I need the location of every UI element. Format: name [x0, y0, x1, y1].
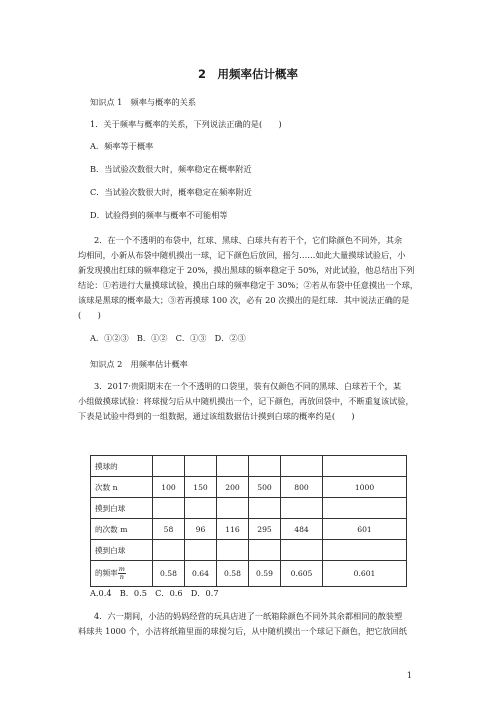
table-cell: 0.59 — [249, 561, 281, 587]
question-2-line: 该球是黑球的概率最大；③若再摸球 100 次，必有 20 次摸出的是红球．其中说法正确的是 — [78, 295, 410, 305]
fraction-numerator: m — [118, 565, 125, 573]
table-cell: 0.605 — [281, 561, 323, 587]
table-row — [91, 519, 407, 540]
question-4-line: 料球共 1000 个，小洁将纸箱里面的球搅匀后，从中随机摸出一个球记下颜色，把它放回纸 — [78, 626, 407, 636]
table-cell: 0.58 — [153, 561, 185, 587]
table-cell: 295 — [249, 519, 281, 540]
table-cell: 96 — [185, 519, 217, 540]
table-cell: 次数 n — [91, 477, 153, 498]
fraction-m-over-n — [118, 566, 126, 581]
question-1-option-a: A．频率等于概率 — [90, 141, 154, 151]
table-cell: 0.64 — [185, 561, 217, 587]
question-2-options: A．①②③ B．①② C．①③ D．②③ — [90, 333, 246, 343]
table-cell: 58 — [153, 519, 185, 540]
table-cell: 484 — [281, 519, 323, 540]
question-3-line: 3．2017·贵阳期末在一个不透明的口袋里，装有仅颜色不同的黑球、白球若干个，某 — [94, 381, 402, 391]
fraction-denominator: n — [119, 573, 124, 581]
table-cell: 601 — [323, 519, 407, 540]
table-row — [91, 498, 407, 519]
table-cell: 116 — [217, 519, 249, 540]
table-cell: 200 — [217, 477, 249, 498]
table-cell: 摸球的 — [91, 456, 153, 477]
question-3-line: 下表是试验中得到的一组数据，通过该组数据估计摸到白球的概率约是( ) — [78, 411, 355, 421]
question-2-line: 2．在一个不透明的布袋中，红球、黑球、白球共有若干个，它们除颜色不同外，其余 — [94, 235, 403, 245]
table-cell-frequency-label — [91, 561, 153, 587]
question-2-line: ( ) — [78, 310, 101, 320]
question-1-option-b: B．当试验次数很大时，频率稳定在概率附近 — [90, 164, 252, 174]
table-cell: 摸到白球 — [91, 498, 153, 519]
table-cell: 0.58 — [217, 561, 249, 587]
question-1-option-c: C．当试验次数很大时，概率稳定在频率附近 — [90, 187, 252, 197]
table-cell: 的次数 m — [91, 519, 153, 540]
table-cell: 0.601 — [323, 561, 407, 587]
table-row — [91, 561, 407, 587]
table-cell: 150 — [185, 477, 217, 498]
knowledge-point-2: 知识点 2 用频率估计概率 — [90, 359, 188, 369]
question-3-line: 小组做摸球试验：将球搅匀后从中随机摸出一个，记下颜色，再放回袋中，不断重复该试验， — [78, 396, 414, 406]
knowledge-point-1: 知识点 1 频率与概率的关系 — [90, 97, 197, 107]
page-title: 2 用频率估计概率 — [197, 67, 298, 81]
question-2-line: 均相同，小新从布袋中随机摸出一球，记下颜色后放回，摇匀……如此大量摸球试验后，小 — [78, 250, 406, 260]
table-row — [91, 456, 407, 477]
question-3-options: A.0.4 B．0.5 C．0.6 D．0.7 — [90, 588, 219, 598]
question-4-line: 4．六一期间，小洁的妈妈经营的玩具店进了一纸箱除颜色不同外其余都相同的散装塑 — [94, 611, 403, 621]
question-1-option-d: D．试验得到的频率与概率不可能相等 — [90, 210, 228, 220]
table-cell: 1000 — [323, 477, 407, 498]
table-cell: 100 — [153, 477, 185, 498]
page-number: 1 — [406, 671, 412, 680]
table-cell: 500 — [249, 477, 281, 498]
table-row — [91, 540, 407, 561]
table-row — [91, 477, 407, 498]
frequency-table — [90, 455, 407, 587]
table-cell: 摸到白球 — [91, 540, 153, 561]
question-2-line: 新发现摸出红球的频率稳定于 20%，摸出黑球的频率稳定于 50%，对此试验，他总结出下列 — [78, 265, 415, 275]
question-2-line: 结论：①若进行大量摸球试验，摸出白球的频率稳定于 30%；②若从布袋中任意摸出一个球， — [78, 280, 419, 290]
table-cell: 800 — [281, 477, 323, 498]
question-1-stem: 1．关于频率与概率的关系，下列说法正确的是( ) — [90, 119, 282, 129]
frequency-label: 的频率 — [95, 568, 118, 578]
